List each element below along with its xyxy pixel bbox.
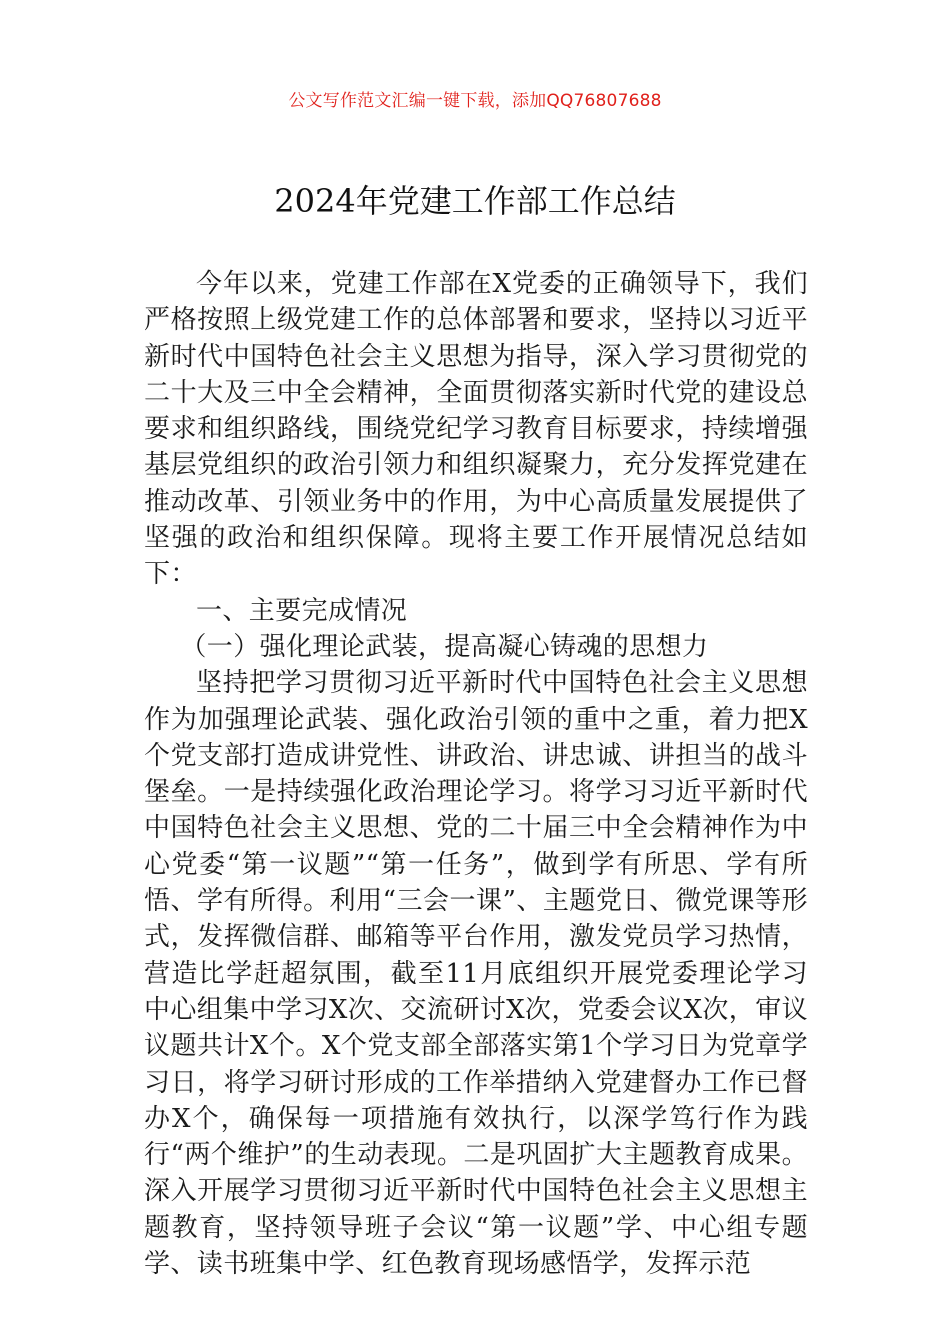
subsection-body-paragraph: 坚持把学习贯彻习近平新时代中国特色社会主义思想作为加强理论武装、强化政治引领的重中之重，着力把X个党支部打造成讲党性、讲政治、讲忠诚、讲担当的战斗堡垒。一是持续强化政治理论学习。将学习习近平新时代中国特色社会主义思想、党的二十届三中全会精神作为中心党委“第一议题”“第一任务”，做到学有所思、学有所悟、学有所得。利用“三会一课”、主题党日、微党课等形式，发挥微信群、邮箱等平台作用，激发党员学习热情，营造比学赶超氛围，截至11月底组织开展党委理论学习中心组集中学习X次、交流研讨X次，党委会议X次，审议议题共计X个。X个党支部全部落实第1个学习日为党章学习日，将学习研讨形成的工作举措纳入党建督办工作已督办X个，确保每一项措施有效执行，以深学笃行作为践行“两个维护”的生动表现。二是巩固扩大主题教育成果。深入开展学习贯彻习近平新时代中国特色社会主义思想主题教育，坚持领导班子会议“第一议题”学、中心组专题学、读书班集中学、红色教育现场感悟学，发挥示范 bbox=[144, 668, 808, 1280]
document-title: 2024年党建工作部工作总结 bbox=[274, 182, 676, 220]
intro-paragraph: 今年以来，党建工作部在X党委的正确领导下，我们严格按照上级党建工作的总体部署和要求，坚持以习近平新时代中国特色社会主义思想为指导，深入学习贯彻党的二十大及三中全会精神，全面贯彻落实新时代党的建设总要求和组织路线，围绕党纪学习教育目标要求，持续增强基层党组织的政治引领力和组织凝聚力，充分发挥党建在推动改革、引领业务中的作用，为中心高质量发展提供了坚强的政治和组织保障。现将主要工作开展情况总结如下： bbox=[144, 269, 808, 590]
document-body bbox=[144, 266, 808, 1282]
subsection-heading-theory: （一）强化理论武装，提高凝心铸魂的思想力 bbox=[180, 631, 709, 662]
section-heading-main-achievements: 一、主要完成情况 bbox=[196, 595, 408, 626]
download-promo-header: 公文写作范文汇编一键下载，添加QQ76807688 bbox=[288, 91, 662, 111]
